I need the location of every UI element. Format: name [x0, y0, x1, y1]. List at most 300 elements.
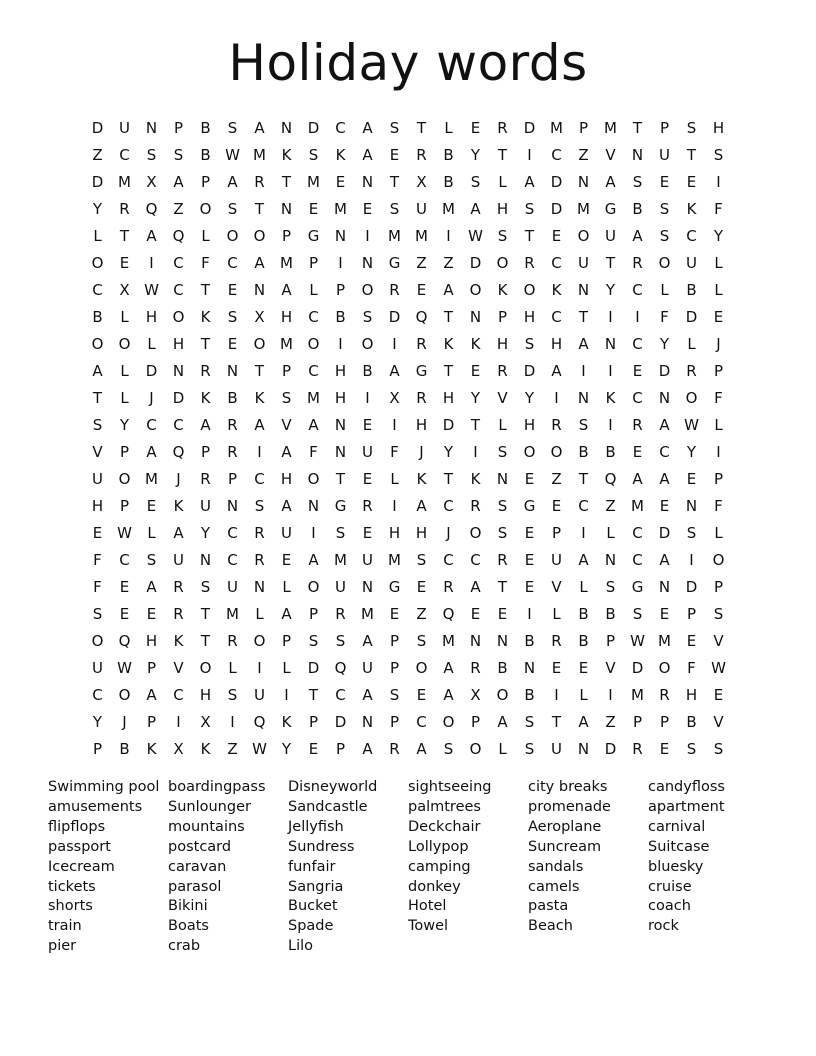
grid-cell[interactable]: B — [632, 199, 643, 218]
grid-cell[interactable]: C — [470, 550, 481, 569]
grid-cell[interactable]: N — [577, 280, 590, 299]
grid-cell[interactable]: D — [307, 658, 320, 677]
grid-cell[interactable]: U — [362, 442, 373, 461]
grid-cell[interactable]: V — [92, 442, 103, 461]
grid-cell[interactable]: A — [362, 685, 373, 704]
grid-cell[interactable]: S — [578, 415, 589, 434]
grid-cell[interactable]: I — [473, 442, 478, 461]
grid-cell[interactable]: Y — [200, 523, 211, 542]
grid-cell[interactable]: H — [442, 388, 455, 407]
grid-cell[interactable]: P — [308, 253, 319, 272]
grid-cell[interactable]: K — [281, 145, 292, 164]
grid-cell[interactable]: K — [605, 388, 616, 407]
grid-cell[interactable]: P — [389, 631, 400, 650]
grid-cell[interactable]: F — [660, 307, 669, 326]
grid-cell[interactable]: E — [416, 685, 427, 704]
grid-cell[interactable]: C — [632, 334, 643, 353]
grid-cell[interactable]: S — [308, 631, 319, 650]
grid-cell[interactable]: M — [361, 604, 374, 623]
grid-cell[interactable]: I — [527, 145, 532, 164]
grid-cell[interactable]: D — [658, 523, 671, 542]
grid-cell[interactable]: N — [469, 307, 482, 326]
grid-cell[interactable]: F — [309, 442, 318, 461]
grid-cell[interactable]: U — [92, 658, 103, 677]
grid-cell[interactable]: R — [470, 658, 481, 677]
grid-cell[interactable]: U — [335, 577, 346, 596]
grid-cell[interactable]: M — [658, 631, 671, 650]
grid-cell[interactable]: O — [118, 334, 131, 353]
grid-cell[interactable]: B — [443, 145, 454, 164]
grid-cell[interactable]: F — [714, 496, 723, 515]
grid-cell[interactable]: C — [227, 523, 238, 542]
grid-cell[interactable]: I — [608, 685, 613, 704]
grid-cell[interactable]: M — [631, 496, 644, 515]
grid-cell[interactable]: E — [632, 442, 643, 461]
grid-cell[interactable]: U — [659, 145, 670, 164]
letter-grid[interactable] — [84, 114, 732, 762]
grid-cell[interactable]: R — [551, 631, 562, 650]
grid-cell[interactable]: A — [443, 685, 454, 704]
grid-cell[interactable]: D — [550, 172, 563, 191]
grid-cell[interactable]: K — [686, 199, 697, 218]
grid-cell[interactable]: T — [92, 388, 103, 407]
grid-cell[interactable]: G — [631, 577, 644, 596]
grid-cell[interactable]: K — [443, 334, 454, 353]
grid-cell[interactable]: Z — [443, 253, 454, 272]
grid-cell[interactable]: I — [365, 226, 370, 245]
grid-cell[interactable]: N — [253, 280, 266, 299]
grid-cell[interactable]: D — [685, 577, 698, 596]
grid-cell[interactable]: P — [713, 577, 724, 596]
grid-cell[interactable]: N — [307, 496, 320, 515]
grid-cell[interactable]: J — [419, 442, 424, 461]
grid-cell[interactable]: H — [550, 334, 563, 353]
grid-cell[interactable]: W — [144, 280, 159, 299]
grid-cell[interactable]: H — [334, 361, 347, 380]
grid-cell[interactable]: O — [307, 469, 320, 488]
grid-cell[interactable]: E — [92, 523, 103, 542]
grid-cell[interactable]: R — [335, 604, 346, 623]
grid-cell[interactable]: F — [714, 388, 723, 407]
grid-cell[interactable]: K — [551, 280, 562, 299]
grid-cell[interactable]: R — [497, 118, 508, 137]
grid-cell[interactable]: N — [361, 253, 374, 272]
grid-cell[interactable]: S — [281, 388, 292, 407]
grid-cell[interactable]: N — [172, 361, 185, 380]
grid-cell[interactable]: S — [362, 307, 373, 326]
grid-cell[interactable]: A — [173, 523, 184, 542]
grid-cell[interactable]: O — [658, 658, 671, 677]
grid-cell[interactable]: B — [119, 739, 130, 758]
grid-cell[interactable]: C — [443, 550, 454, 569]
grid-cell[interactable]: M — [550, 118, 563, 137]
grid-cell[interactable]: E — [551, 658, 562, 677]
grid-cell[interactable]: S — [146, 550, 157, 569]
grid-cell[interactable]: C — [308, 307, 319, 326]
grid-cell[interactable]: N — [658, 388, 671, 407]
grid-cell[interactable]: L — [714, 280, 723, 299]
grid-cell[interactable]: Z — [92, 145, 103, 164]
grid-cell[interactable]: S — [659, 226, 670, 245]
grid-cell[interactable]: O — [199, 199, 212, 218]
grid-cell[interactable]: C — [551, 253, 562, 272]
grid-cell[interactable]: X — [146, 172, 157, 191]
grid-cell[interactable]: P — [146, 712, 157, 731]
grid-cell[interactable]: T — [524, 226, 535, 245]
grid-cell[interactable]: N — [631, 145, 644, 164]
grid-cell[interactable]: N — [334, 226, 347, 245]
grid-cell[interactable]: L — [498, 172, 507, 191]
grid-cell[interactable]: O — [253, 226, 266, 245]
grid-cell[interactable]: N — [253, 577, 266, 596]
grid-cell[interactable]: A — [578, 334, 589, 353]
grid-cell[interactable]: K — [173, 631, 184, 650]
grid-cell[interactable]: R — [524, 253, 535, 272]
grid-cell[interactable]: F — [390, 442, 399, 461]
grid-cell[interactable]: O — [469, 523, 482, 542]
grid-cell[interactable]: D — [91, 172, 104, 191]
grid-cell[interactable]: A — [632, 226, 643, 245]
grid-cell[interactable]: E — [146, 604, 157, 623]
grid-cell[interactable]: T — [119, 226, 130, 245]
grid-cell[interactable]: M — [307, 172, 320, 191]
grid-cell[interactable]: V — [605, 658, 616, 677]
grid-cell[interactable]: A — [416, 739, 427, 758]
grid-cell[interactable]: O — [469, 739, 482, 758]
grid-cell[interactable]: C — [632, 550, 643, 569]
grid-cell[interactable]: A — [578, 712, 589, 731]
grid-cell[interactable]: Y — [443, 442, 454, 461]
grid-cell[interactable]: R — [173, 604, 184, 623]
grid-cell[interactable]: S — [416, 631, 427, 650]
grid-cell[interactable]: I — [230, 712, 235, 731]
grid-cell[interactable]: E — [146, 496, 157, 515]
grid-cell[interactable]: S — [443, 739, 454, 758]
grid-cell[interactable]: O — [442, 712, 455, 731]
grid-cell[interactable]: D — [334, 712, 347, 731]
grid-cell[interactable]: O — [550, 442, 563, 461]
grid-cell[interactable]: E — [362, 415, 373, 434]
grid-cell[interactable]: N — [361, 577, 374, 596]
grid-cell[interactable]: N — [199, 550, 212, 569]
grid-cell[interactable]: U — [254, 685, 265, 704]
grid-cell[interactable]: M — [145, 469, 158, 488]
grid-cell[interactable]: P — [146, 658, 157, 677]
grid-cell[interactable]: Z — [227, 739, 238, 758]
grid-cell[interactable]: O — [712, 550, 725, 569]
grid-cell[interactable]: N — [334, 442, 347, 461]
grid-cell[interactable]: P — [578, 118, 589, 137]
grid-cell[interactable]: H — [145, 307, 158, 326]
grid-cell[interactable]: S — [389, 118, 400, 137]
grid-cell[interactable]: T — [443, 307, 454, 326]
grid-cell[interactable]: R — [200, 361, 211, 380]
grid-cell[interactable]: S — [497, 523, 508, 542]
grid-cell[interactable]: I — [365, 388, 370, 407]
grid-cell[interactable]: P — [389, 712, 400, 731]
grid-cell[interactable]: A — [200, 415, 211, 434]
grid-cell[interactable]: I — [581, 523, 586, 542]
grid-cell[interactable]: R — [416, 145, 427, 164]
grid-cell[interactable]: T — [308, 685, 319, 704]
grid-cell[interactable]: Q — [172, 226, 185, 245]
grid-cell[interactable]: E — [335, 172, 346, 191]
grid-cell[interactable]: O — [469, 280, 482, 299]
grid-cell[interactable]: P — [605, 631, 616, 650]
grid-cell[interactable]: N — [280, 118, 293, 137]
grid-cell[interactable]: C — [335, 118, 346, 137]
grid-cell[interactable]: N — [334, 415, 347, 434]
grid-cell[interactable]: Q — [442, 604, 455, 623]
grid-cell[interactable]: S — [227, 118, 238, 137]
grid-cell[interactable]: L — [120, 361, 129, 380]
grid-cell[interactable]: R — [686, 361, 697, 380]
grid-cell[interactable]: S — [524, 334, 535, 353]
grid-cell[interactable]: I — [716, 172, 721, 191]
grid-cell[interactable]: I — [338, 253, 343, 272]
grid-cell[interactable]: A — [443, 280, 454, 299]
grid-cell[interactable]: B — [578, 442, 589, 461]
grid-cell[interactable]: G — [523, 496, 536, 515]
grid-cell[interactable]: B — [524, 685, 535, 704]
grid-cell[interactable]: B — [443, 172, 454, 191]
grid-cell[interactable]: R — [551, 415, 562, 434]
grid-cell[interactable]: K — [335, 145, 346, 164]
grid-cell[interactable]: A — [578, 550, 589, 569]
grid-cell[interactable]: T — [497, 145, 508, 164]
grid-cell[interactable]: O — [118, 685, 131, 704]
grid-cell[interactable]: J — [149, 388, 154, 407]
grid-cell[interactable]: O — [415, 658, 428, 677]
grid-cell[interactable]: Z — [173, 199, 184, 218]
grid-cell[interactable]: M — [118, 172, 131, 191]
grid-cell[interactable]: K — [173, 496, 184, 515]
grid-cell[interactable]: E — [470, 604, 481, 623]
grid-cell[interactable]: N — [577, 388, 590, 407]
grid-cell[interactable]: A — [146, 685, 157, 704]
grid-cell[interactable]: A — [362, 118, 373, 137]
grid-cell[interactable]: P — [335, 739, 346, 758]
grid-cell[interactable]: X — [200, 712, 211, 731]
grid-cell[interactable]: H — [334, 388, 347, 407]
grid-cell[interactable]: O — [496, 685, 509, 704]
grid-cell[interactable]: U — [119, 118, 130, 137]
grid-cell[interactable]: W — [117, 658, 132, 677]
grid-cell[interactable]: N — [496, 469, 509, 488]
grid-cell[interactable]: B — [524, 631, 535, 650]
grid-cell[interactable]: C — [578, 496, 589, 515]
grid-cell[interactable]: S — [659, 199, 670, 218]
grid-cell[interactable]: T — [605, 253, 616, 272]
grid-cell[interactable]: A — [605, 172, 616, 191]
grid-cell[interactable]: B — [686, 712, 697, 731]
grid-cell[interactable]: A — [551, 361, 562, 380]
grid-cell[interactable]: L — [282, 577, 291, 596]
grid-cell[interactable]: D — [388, 307, 401, 326]
grid-cell[interactable]: I — [554, 388, 559, 407]
grid-cell[interactable]: S — [200, 577, 211, 596]
grid-cell[interactable]: C — [632, 388, 643, 407]
grid-cell[interactable]: J — [716, 334, 721, 353]
grid-cell[interactable]: D — [685, 307, 698, 326]
grid-cell[interactable]: T — [200, 334, 211, 353]
grid-cell[interactable]: U — [281, 523, 292, 542]
grid-cell[interactable]: C — [632, 280, 643, 299]
grid-cell[interactable]: N — [604, 550, 617, 569]
grid-cell[interactable]: R — [416, 334, 427, 353]
grid-cell[interactable]: T — [389, 172, 400, 191]
grid-cell[interactable]: I — [635, 307, 640, 326]
grid-cell[interactable]: I — [608, 415, 613, 434]
grid-cell[interactable]: B — [200, 145, 211, 164]
grid-cell[interactable]: P — [92, 739, 103, 758]
grid-cell[interactable]: C — [254, 469, 265, 488]
grid-cell[interactable]: P — [200, 172, 211, 191]
grid-cell[interactable]: S — [308, 145, 319, 164]
grid-cell[interactable]: B — [578, 631, 589, 650]
grid-cell[interactable]: Y — [605, 280, 616, 299]
grid-cell[interactable]: T — [200, 280, 211, 299]
grid-cell[interactable]: N — [361, 712, 374, 731]
grid-cell[interactable]: D — [307, 118, 320, 137]
grid-cell[interactable]: A — [659, 469, 670, 488]
grid-cell[interactable]: E — [119, 253, 130, 272]
grid-cell[interactable]: D — [469, 253, 482, 272]
grid-cell[interactable]: U — [605, 226, 616, 245]
grid-cell[interactable]: P — [389, 658, 400, 677]
grid-cell[interactable]: E — [524, 469, 535, 488]
grid-cell[interactable]: Q — [604, 469, 617, 488]
grid-cell[interactable]: S — [254, 496, 265, 515]
grid-cell[interactable]: C — [92, 280, 103, 299]
grid-cell[interactable]: I — [689, 550, 694, 569]
grid-cell[interactable]: O — [523, 442, 536, 461]
grid-cell[interactable]: O — [118, 469, 131, 488]
grid-cell[interactable]: U — [92, 469, 103, 488]
grid-cell[interactable]: D — [604, 739, 617, 758]
grid-cell[interactable]: R — [497, 361, 508, 380]
grid-cell[interactable]: L — [687, 334, 696, 353]
grid-cell[interactable]: F — [687, 658, 696, 677]
grid-cell[interactable]: I — [608, 307, 613, 326]
grid-cell[interactable]: A — [470, 199, 481, 218]
grid-cell[interactable]: I — [176, 712, 181, 731]
grid-cell[interactable]: X — [173, 739, 184, 758]
grid-cell[interactable]: A — [227, 172, 238, 191]
grid-cell[interactable]: E — [227, 280, 238, 299]
grid-cell[interactable]: L — [147, 334, 156, 353]
grid-cell[interactable]: H — [280, 307, 293, 326]
grid-cell[interactable]: T — [578, 307, 589, 326]
grid-cell[interactable]: S — [605, 577, 616, 596]
grid-cell[interactable]: S — [524, 739, 535, 758]
grid-cell[interactable]: Z — [605, 496, 616, 515]
grid-cell[interactable]: C — [659, 442, 670, 461]
grid-cell[interactable]: N — [685, 496, 698, 515]
grid-cell[interactable]: L — [228, 658, 237, 677]
grid-cell[interactable]: O — [523, 280, 536, 299]
grid-cell[interactable]: I — [338, 334, 343, 353]
grid-cell[interactable]: R — [632, 253, 643, 272]
grid-cell[interactable]: R — [416, 388, 427, 407]
grid-cell[interactable]: V — [497, 388, 508, 407]
grid-cell[interactable]: E — [659, 496, 670, 515]
grid-cell[interactable]: K — [470, 334, 481, 353]
grid-cell[interactable]: X — [119, 280, 130, 299]
grid-cell[interactable]: P — [632, 712, 643, 731]
grid-cell[interactable]: K — [200, 388, 211, 407]
grid-cell[interactable]: P — [497, 307, 508, 326]
grid-cell[interactable]: R — [119, 199, 130, 218]
grid-cell[interactable]: S — [389, 199, 400, 218]
grid-cell[interactable]: G — [334, 496, 347, 515]
grid-cell[interactable]: B — [605, 604, 616, 623]
grid-cell[interactable]: P — [713, 469, 724, 488]
grid-cell[interactable]: M — [442, 199, 455, 218]
grid-cell[interactable]: A — [659, 415, 670, 434]
grid-cell[interactable]: E — [119, 604, 130, 623]
grid-cell[interactable]: N — [577, 172, 590, 191]
grid-cell[interactable]: C — [173, 685, 184, 704]
grid-cell[interactable]: P — [308, 604, 319, 623]
grid-cell[interactable]: T — [686, 145, 697, 164]
grid-cell[interactable]: R — [659, 685, 670, 704]
grid-cell[interactable]: A — [92, 361, 103, 380]
grid-cell[interactable]: C — [119, 550, 130, 569]
grid-cell[interactable]: W — [117, 523, 132, 542]
grid-cell[interactable]: F — [93, 577, 102, 596]
grid-cell[interactable]: N — [280, 199, 293, 218]
grid-cell[interactable]: E — [308, 199, 319, 218]
grid-cell[interactable]: M — [577, 199, 590, 218]
grid-cell[interactable]: F — [201, 253, 210, 272]
grid-cell[interactable]: Y — [659, 334, 670, 353]
grid-cell[interactable]: T — [497, 577, 508, 596]
grid-cell[interactable]: A — [362, 739, 373, 758]
grid-cell[interactable]: H — [712, 118, 725, 137]
grid-cell[interactable]: C — [632, 523, 643, 542]
grid-cell[interactable]: Y — [713, 226, 724, 245]
grid-cell[interactable]: Q — [253, 712, 266, 731]
grid-cell[interactable]: T — [443, 469, 454, 488]
grid-cell[interactable]: O — [685, 388, 698, 407]
grid-cell[interactable]: R — [227, 415, 238, 434]
grid-cell[interactable]: Z — [416, 604, 427, 623]
grid-cell[interactable]: H — [145, 631, 158, 650]
grid-cell[interactable]: Z — [551, 469, 562, 488]
grid-cell[interactable]: D — [91, 118, 104, 137]
grid-cell[interactable]: P — [281, 361, 292, 380]
grid-cell[interactable]: I — [257, 442, 262, 461]
grid-cell[interactable]: M — [604, 118, 617, 137]
grid-cell[interactable]: C — [335, 685, 346, 704]
grid-cell[interactable]: S — [686, 739, 697, 758]
grid-cell[interactable]: C — [308, 361, 319, 380]
grid-cell[interactable]: X — [389, 388, 400, 407]
grid-cell[interactable]: M — [442, 631, 455, 650]
grid-cell[interactable]: V — [713, 631, 724, 650]
grid-cell[interactable]: W — [684, 415, 699, 434]
grid-cell[interactable]: N — [496, 631, 509, 650]
grid-cell[interactable]: B — [227, 388, 238, 407]
grid-cell[interactable]: L — [120, 388, 129, 407]
grid-cell[interactable]: E — [470, 118, 481, 137]
grid-cell[interactable]: A — [389, 361, 400, 380]
grid-cell[interactable]: P — [281, 226, 292, 245]
grid-cell[interactable]: S — [173, 145, 184, 164]
grid-cell[interactable]: S — [524, 199, 535, 218]
grid-cell[interactable]: B — [686, 280, 697, 299]
